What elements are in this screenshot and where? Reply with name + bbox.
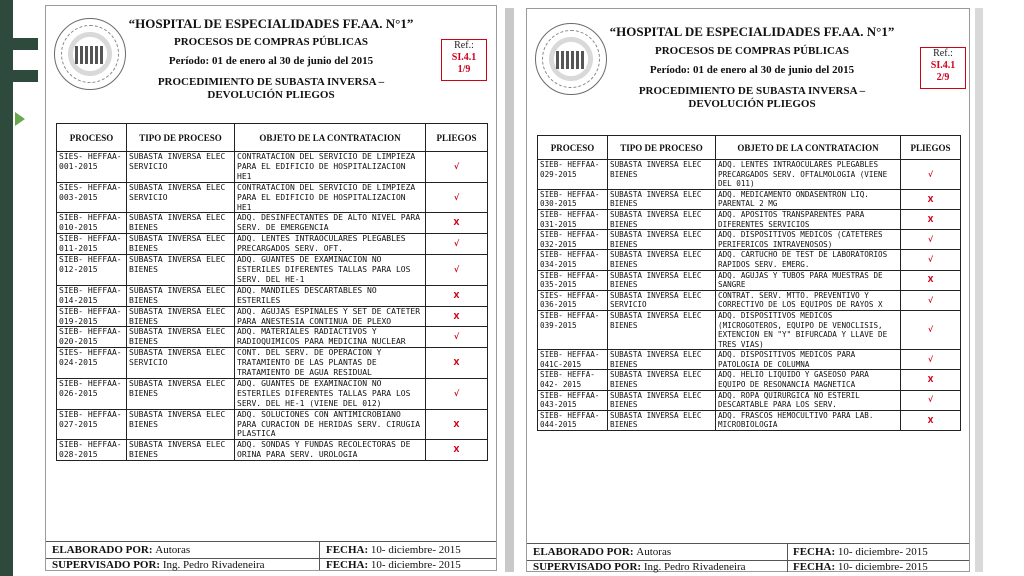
- proceso-cell: SIEB- HEFFA-042- 2015: [538, 370, 608, 390]
- pliegos-check-mark: √: [901, 350, 961, 370]
- fecha-label: FECHA: 10- diciembre- 2015: [326, 559, 461, 571]
- tipo-cell: SUBASTA INVERSA ELEC BIENES: [127, 213, 235, 234]
- table-row: [538, 290, 961, 310]
- proceso-cell: SIEB- HEFFAA- 030-2015: [538, 189, 608, 209]
- objeto-cell: CONTRATACION DEL SERVICIO DE LIMPIEZA PARA EL EDIFICIO DE HOSPITALIZACION HE1: [235, 152, 426, 183]
- proceso-cell: SIEB- HEFFAA- 029-2015: [538, 160, 608, 190]
- tipo-cell: SUBASTA INVERSA ELEC SERVICIO: [608, 290, 716, 310]
- tipo-cell: SUBASTA INVERSA ELEC BIENES: [608, 310, 716, 349]
- hospital-seal-logo: [54, 18, 126, 90]
- proceso-cell: SIEB- HEFFAA- 010-2015: [57, 213, 127, 234]
- pliegos-check-mark: √: [901, 160, 961, 190]
- pliegos-check-mark: √: [901, 290, 961, 310]
- supervisado-label: SUPERVISADO POR: Ing. Pedro Rivadeneira: [52, 559, 265, 571]
- table-row: [57, 234, 488, 255]
- proceso-cell: SIEB- HEFFAA- 035-2015: [538, 270, 608, 290]
- pliegos-check-mark: √: [901, 250, 961, 270]
- proceso-cell: SIEB- HEFFAA- 028-2015: [57, 440, 127, 461]
- objeto-cell: ADQ. ROPA QUIRURGICA NO ESTERIL DESCARTABLE PARA LOS SERV.: [716, 390, 901, 410]
- table-row: [57, 182, 488, 213]
- proceso-cell: SIES- HEFFAA- 001-2015: [57, 152, 127, 183]
- fecha-value: 10- diciembre- 2015: [370, 544, 461, 556]
- column-header-tipo: TIPO DE PROCESO: [608, 136, 716, 160]
- header-procedure: PROCEDIMIENTO DE SUBASTA INVERSA –: [638, 85, 866, 97]
- proceso-cell: SIES- HEFFAA- 024-2015: [57, 348, 127, 379]
- document-page-2: [526, 8, 970, 572]
- pliegos-no-mark: X: [426, 213, 488, 234]
- proceso-cell: SIEB- HEFFAA- 044-2015: [538, 410, 608, 430]
- header-procedure-sub: DEVOLUCIÓN PLIEGOS: [207, 89, 335, 101]
- procurement-table: [56, 123, 488, 461]
- tipo-cell: SUBASTA INVERSA ELEC BIENES: [127, 255, 235, 286]
- pliegos-check-mark: √: [901, 230, 961, 250]
- fecha-label: FECHA: 10- diciembre- 2015: [793, 546, 928, 558]
- pliegos-check-mark: √: [901, 390, 961, 410]
- objeto-cell: CONTRAT. SERV. MTTO. PREVENTIVO Y CORRECTIVO DE LOS EQUIPOS DE RAYOS X: [716, 290, 901, 310]
- tipo-cell: SUBASTA INVERSA ELEC BIENES: [127, 409, 235, 440]
- objeto-cell: ADQ. LENTES INTRAOCULARES PLEGABLES PRECARGADOS SERV. OFTALMOLOGIA (VIENE DEL 011): [716, 160, 901, 190]
- table-row: [57, 152, 488, 183]
- hospital-name: “HOSPITAL DE ESPECIALIDADES FF.AA. N°1”: [128, 16, 414, 31]
- accent-bar-top: [0, 38, 38, 50]
- pliegos-check-mark: √: [426, 378, 488, 409]
- tipo-cell: SUBASTA INVERSA ELEC BIENES: [608, 410, 716, 430]
- pliegos-check-mark: √: [901, 310, 961, 349]
- tipo-cell: SUBASTA INVERSA ELEC BIENES: [608, 250, 716, 270]
- objeto-cell: ADQ. LENTES INTRAOCULARES PLEGABLES PRECARGADOS SERV. OFT.: [235, 234, 426, 255]
- objeto-cell: ADQ. GUANTES DE EXAMINACION NO ESTERILES DIFERENTES TALLAS PARA LOS SERV. DEL HE-1: [235, 255, 426, 286]
- objeto-cell: ADQ. GUANTES DE EXAMINACION NO ESTERILES DIFERENTES TALLAS PARA LOS SERV. DEL HE-1 (VIENE DEL 012): [235, 378, 426, 409]
- table-row: [57, 440, 488, 461]
- table-row: [57, 348, 488, 379]
- proceso-cell: SIEB- HEFFAA- 031-2015: [538, 209, 608, 229]
- supervisado-label: SUPERVISADO POR: Ing. Pedro Rivadeneira: [533, 561, 746, 573]
- tipo-cell: SUBASTA INVERSA ELEC BIENES: [608, 270, 716, 290]
- table-row: [538, 310, 961, 349]
- pliegos-check-mark: √: [426, 234, 488, 255]
- table-row: [57, 255, 488, 286]
- tipo-cell: SUBASTA INVERSA ELEC BIENES: [127, 378, 235, 409]
- proceso-cell: SIEB- HEFFAA- 039-2015: [538, 310, 608, 349]
- table-row: [538, 410, 961, 430]
- tipo-cell: SUBASTA INVERSA ELEC BIENES: [127, 440, 235, 461]
- proceso-cell: SIEB- HEFFAA- 019-2015: [57, 306, 127, 327]
- page-footer: [527, 543, 969, 574]
- page-header: [527, 9, 969, 119]
- arrow-bullet-icon: [15, 112, 25, 126]
- table-row: [57, 306, 488, 327]
- column-header-pliegos: PLIEGOS: [426, 124, 488, 152]
- proceso-cell: SIEB- HEFFAA- 041C-2015: [538, 350, 608, 370]
- pliegos-no-mark: X: [901, 370, 961, 390]
- pliegos-check-mark: √: [426, 152, 488, 183]
- tipo-cell: SUBASTA INVERSA ELEC BIENES: [608, 390, 716, 410]
- objeto-cell: ADQ. DISPOSITIVOS MEDICOS (CATETERES PERIFERICOS INTRAVENOSOS): [716, 230, 901, 250]
- fecha-value: 10- diciembre- 2015: [837, 561, 928, 573]
- pliegos-check-mark: √: [426, 327, 488, 348]
- header-procedure: PROCEDIMIENTO DE SUBASTA INVERSA –: [157, 76, 385, 88]
- tipo-cell: SUBASTA INVERSA ELEC BIENES: [608, 160, 716, 190]
- objeto-cell: ADQ. DISPOSITIVOS MEDICOS PARA PATOLOGIA DE COLUMNA: [716, 350, 901, 370]
- proceso-cell: SIEB- HEFFAA- 026-2015: [57, 378, 127, 409]
- objeto-cell: ADQ. CARTUCHO DE TEST DE LABORATORIOS RAPIDOS SERV. EMERG.: [716, 250, 901, 270]
- proceso-cell: SIEB- HEFFAA- 034-2015: [538, 250, 608, 270]
- column-header-pliegos: PLIEGOS: [901, 136, 961, 160]
- fecha-value: 10- diciembre- 2015: [837, 546, 928, 558]
- table-row: [57, 378, 488, 409]
- pliegos-no-mark: X: [426, 409, 488, 440]
- tipo-cell: SUBASTA INVERSA ELEC SERVICIO: [127, 182, 235, 213]
- pliegos-no-mark: X: [426, 285, 488, 306]
- header-period: Período: 01 de enero al 30 de junio del 2015: [649, 64, 855, 76]
- tipo-cell: SUBASTA INVERSA ELEC BIENES: [127, 327, 235, 348]
- document-page-1: [45, 5, 497, 571]
- ref-code: SI.4.1: [451, 52, 477, 63]
- elaborado-label: ELABORADO POR: Autoras: [52, 544, 191, 556]
- tipo-cell: SUBASTA INVERSA ELEC SERVICIO: [127, 348, 235, 379]
- objeto-cell: ADQ. MATERIALES RADIACTIVOS Y RADIOQUIMICOS PARA MEDICINA NUCLEAR: [235, 327, 426, 348]
- objeto-cell: ADQ. MANDILES DESCARTABLES NO ESTERILES: [235, 285, 426, 306]
- tipo-cell: SUBASTA INVERSA ELEC BIENES: [608, 230, 716, 250]
- column-header-objeto: OBJETO DE LA CONTRATACION: [235, 124, 426, 152]
- objeto-cell: ADQ. AGUJAS Y TUBOS PARA MUESTRAS DE SANGRE: [716, 270, 901, 290]
- elaborado-label: ELABORADO POR: Autoras: [533, 546, 672, 558]
- objeto-cell: ADQ. DISPOSITIVOS MEDICOS (MICROGOTEROS, EQUIPO DE VENOCLISIS, EXTENCION EN "Y" BIFURCADA Y LLAVE DE TRES VIAS): [716, 310, 901, 349]
- proceso-cell: SIEB- HEFFAA- 020-2015: [57, 327, 127, 348]
- column-header-proceso: PROCESO: [538, 136, 608, 160]
- objeto-cell: ADQ. APOSITOS TRANSPARENTES PARA DIFERENTES SERVICIOS: [716, 209, 901, 229]
- reference-box: [920, 47, 966, 89]
- tipo-cell: SUBASTA INVERSA ELEC SERVICIO: [127, 152, 235, 183]
- objeto-cell: ADQ. DESINFECTANTES DE ALTO NIVEL PARA SERV. DE EMERGENCIA: [235, 213, 426, 234]
- objeto-cell: ADQ. MEDICAMENTO ONDASENTRON LIQ. PARENTAL 2 MG: [716, 189, 901, 209]
- column-header-tipo: TIPO DE PROCESO: [127, 124, 235, 152]
- elaborado-value: Autoras: [155, 544, 191, 556]
- ref-label: Ref.:: [454, 40, 474, 51]
- tipo-cell: SUBASTA INVERSA ELEC BIENES: [608, 189, 716, 209]
- proceso-cell: SIEB- HEFFAA- 014-2015: [57, 285, 127, 306]
- ref-page: 2/9: [936, 72, 950, 83]
- ref-label: Ref.:: [933, 48, 953, 59]
- tipo-cell: SUBASTA INVERSA ELEC BIENES: [127, 285, 235, 306]
- column-header-proceso: PROCESO: [57, 124, 127, 152]
- proceso-cell: SIEB- HEFFAA- 043-2015: [538, 390, 608, 410]
- ref-code: SI.4.1: [930, 60, 956, 71]
- header-title: PROCESOS DE COMPRAS PÚBLICAS: [173, 36, 369, 48]
- pliegos-no-mark: X: [901, 209, 961, 229]
- table-row: [538, 250, 961, 270]
- table-row: [57, 285, 488, 306]
- fecha-value: 10- diciembre- 2015: [370, 559, 461, 571]
- objeto-cell: ADQ. SONDAS Y FUNDAS RECOLECTORAS DE ORINA PARA SERV. UROLOGIA: [235, 440, 426, 461]
- table-row: [538, 209, 961, 229]
- objeto-cell: ADQ. HELIO LIQUIDO Y GASEOSO PARA EQUIPO DE RESONANCIA MAGNETICA: [716, 370, 901, 390]
- table-row: [538, 189, 961, 209]
- accent-bar-middle: [0, 70, 38, 82]
- objeto-cell: ADQ. SOLUCIONES CON ANTIMICROBIANO PARA CURACION DE HERIDAS SERV. CIRUGIA PLASTICA: [235, 409, 426, 440]
- table-row: [538, 270, 961, 290]
- reference-box: [441, 39, 487, 81]
- pliegos-no-mark: X: [901, 189, 961, 209]
- page-header: [46, 6, 496, 116]
- tipo-cell: SUBASTA INVERSA ELEC BIENES: [608, 209, 716, 229]
- fecha-label: FECHA: 10- diciembre- 2015: [793, 561, 928, 573]
- page-footer: [46, 541, 496, 572]
- table-row: [538, 370, 961, 390]
- table-row: [57, 409, 488, 440]
- column-header-objeto: OBJETO DE LA CONTRATACION: [716, 136, 901, 160]
- pliegos-no-mark: X: [426, 306, 488, 327]
- right-bar: [975, 8, 983, 572]
- proceso-cell: SIES- HEFFAA- 003-2015: [57, 182, 127, 213]
- pliegos-no-mark: X: [426, 348, 488, 379]
- supervisado-value: Ing. Pedro Rivadeneira: [643, 561, 746, 573]
- supervisado-value: Ing. Pedro Rivadeneira: [162, 559, 265, 571]
- tipo-cell: SUBASTA INVERSA ELEC BIENES: [608, 350, 716, 370]
- pliegos-no-mark: X: [426, 440, 488, 461]
- left-accent-gap: [13, 0, 19, 576]
- pliegos-check-mark: √: [426, 255, 488, 286]
- left-accent-stripe: [0, 0, 13, 576]
- objeto-cell: CONTRATACION DEL SERVICIO DE LIMPIEZA PARA EL EDIFICIO DE HOSPITALIZACION HE1: [235, 182, 426, 213]
- ref-page: 1/9: [457, 64, 471, 75]
- table-row: [538, 350, 961, 370]
- pliegos-check-mark: √: [426, 182, 488, 213]
- header-title: PROCESOS DE COMPRAS PÚBLICAS: [654, 45, 850, 57]
- tipo-cell: SUBASTA INVERSA ELEC BIENES: [127, 306, 235, 327]
- proceso-cell: SIEB- HEFFAA- 032-2015: [538, 230, 608, 250]
- proceso-cell: SIEB- HEFFAA- 027-2015: [57, 409, 127, 440]
- tipo-cell: SUBASTA INVERSA ELEC BIENES: [608, 370, 716, 390]
- proceso-cell: SIES- HEFFAA- 036-2015: [538, 290, 608, 310]
- table-row: [538, 230, 961, 250]
- table-row: [57, 213, 488, 234]
- objeto-cell: ADQ. AGUJAS ESPINALES Y SET DE CATETER PARA ANESTESIA CONTINUA DE PLEXO: [235, 306, 426, 327]
- pliegos-no-mark: X: [901, 270, 961, 290]
- hospital-seal-logo: [535, 23, 607, 95]
- header-procedure-sub: DEVOLUCIÓN PLIEGOS: [688, 98, 816, 110]
- gutter-bar: [505, 8, 514, 572]
- table-row: [538, 160, 961, 190]
- hospital-name: “HOSPITAL DE ESPECIALIDADES FF.AA. N°1”: [609, 24, 895, 39]
- proceso-cell: SIEB- HEFFAA- 011-2015: [57, 234, 127, 255]
- proceso-cell: SIEB- HEFFAA- 012-2015: [57, 255, 127, 286]
- table-row: [57, 327, 488, 348]
- elaborado-value: Autoras: [636, 546, 672, 558]
- procurement-table: [537, 135, 961, 431]
- table-row: [538, 390, 961, 410]
- objeto-cell: CONT. DEL SERV. DE OPERACION Y TRATAMIENTO DE LAS PLANTAS DE TRATAMIENTO DE AGUA RESIDUAL: [235, 348, 426, 379]
- pliegos-no-mark: X: [901, 410, 961, 430]
- objeto-cell: ADQ. FRASCOS HEMOCULTIVO PARA LAB. MICROBIOLOGIA: [716, 410, 901, 430]
- fecha-label: FECHA: 10- diciembre- 2015: [326, 544, 461, 556]
- header-period: Período: 01 de enero al 30 de junio del 2015: [168, 55, 374, 67]
- tipo-cell: SUBASTA INVERSA ELEC BIENES: [127, 234, 235, 255]
